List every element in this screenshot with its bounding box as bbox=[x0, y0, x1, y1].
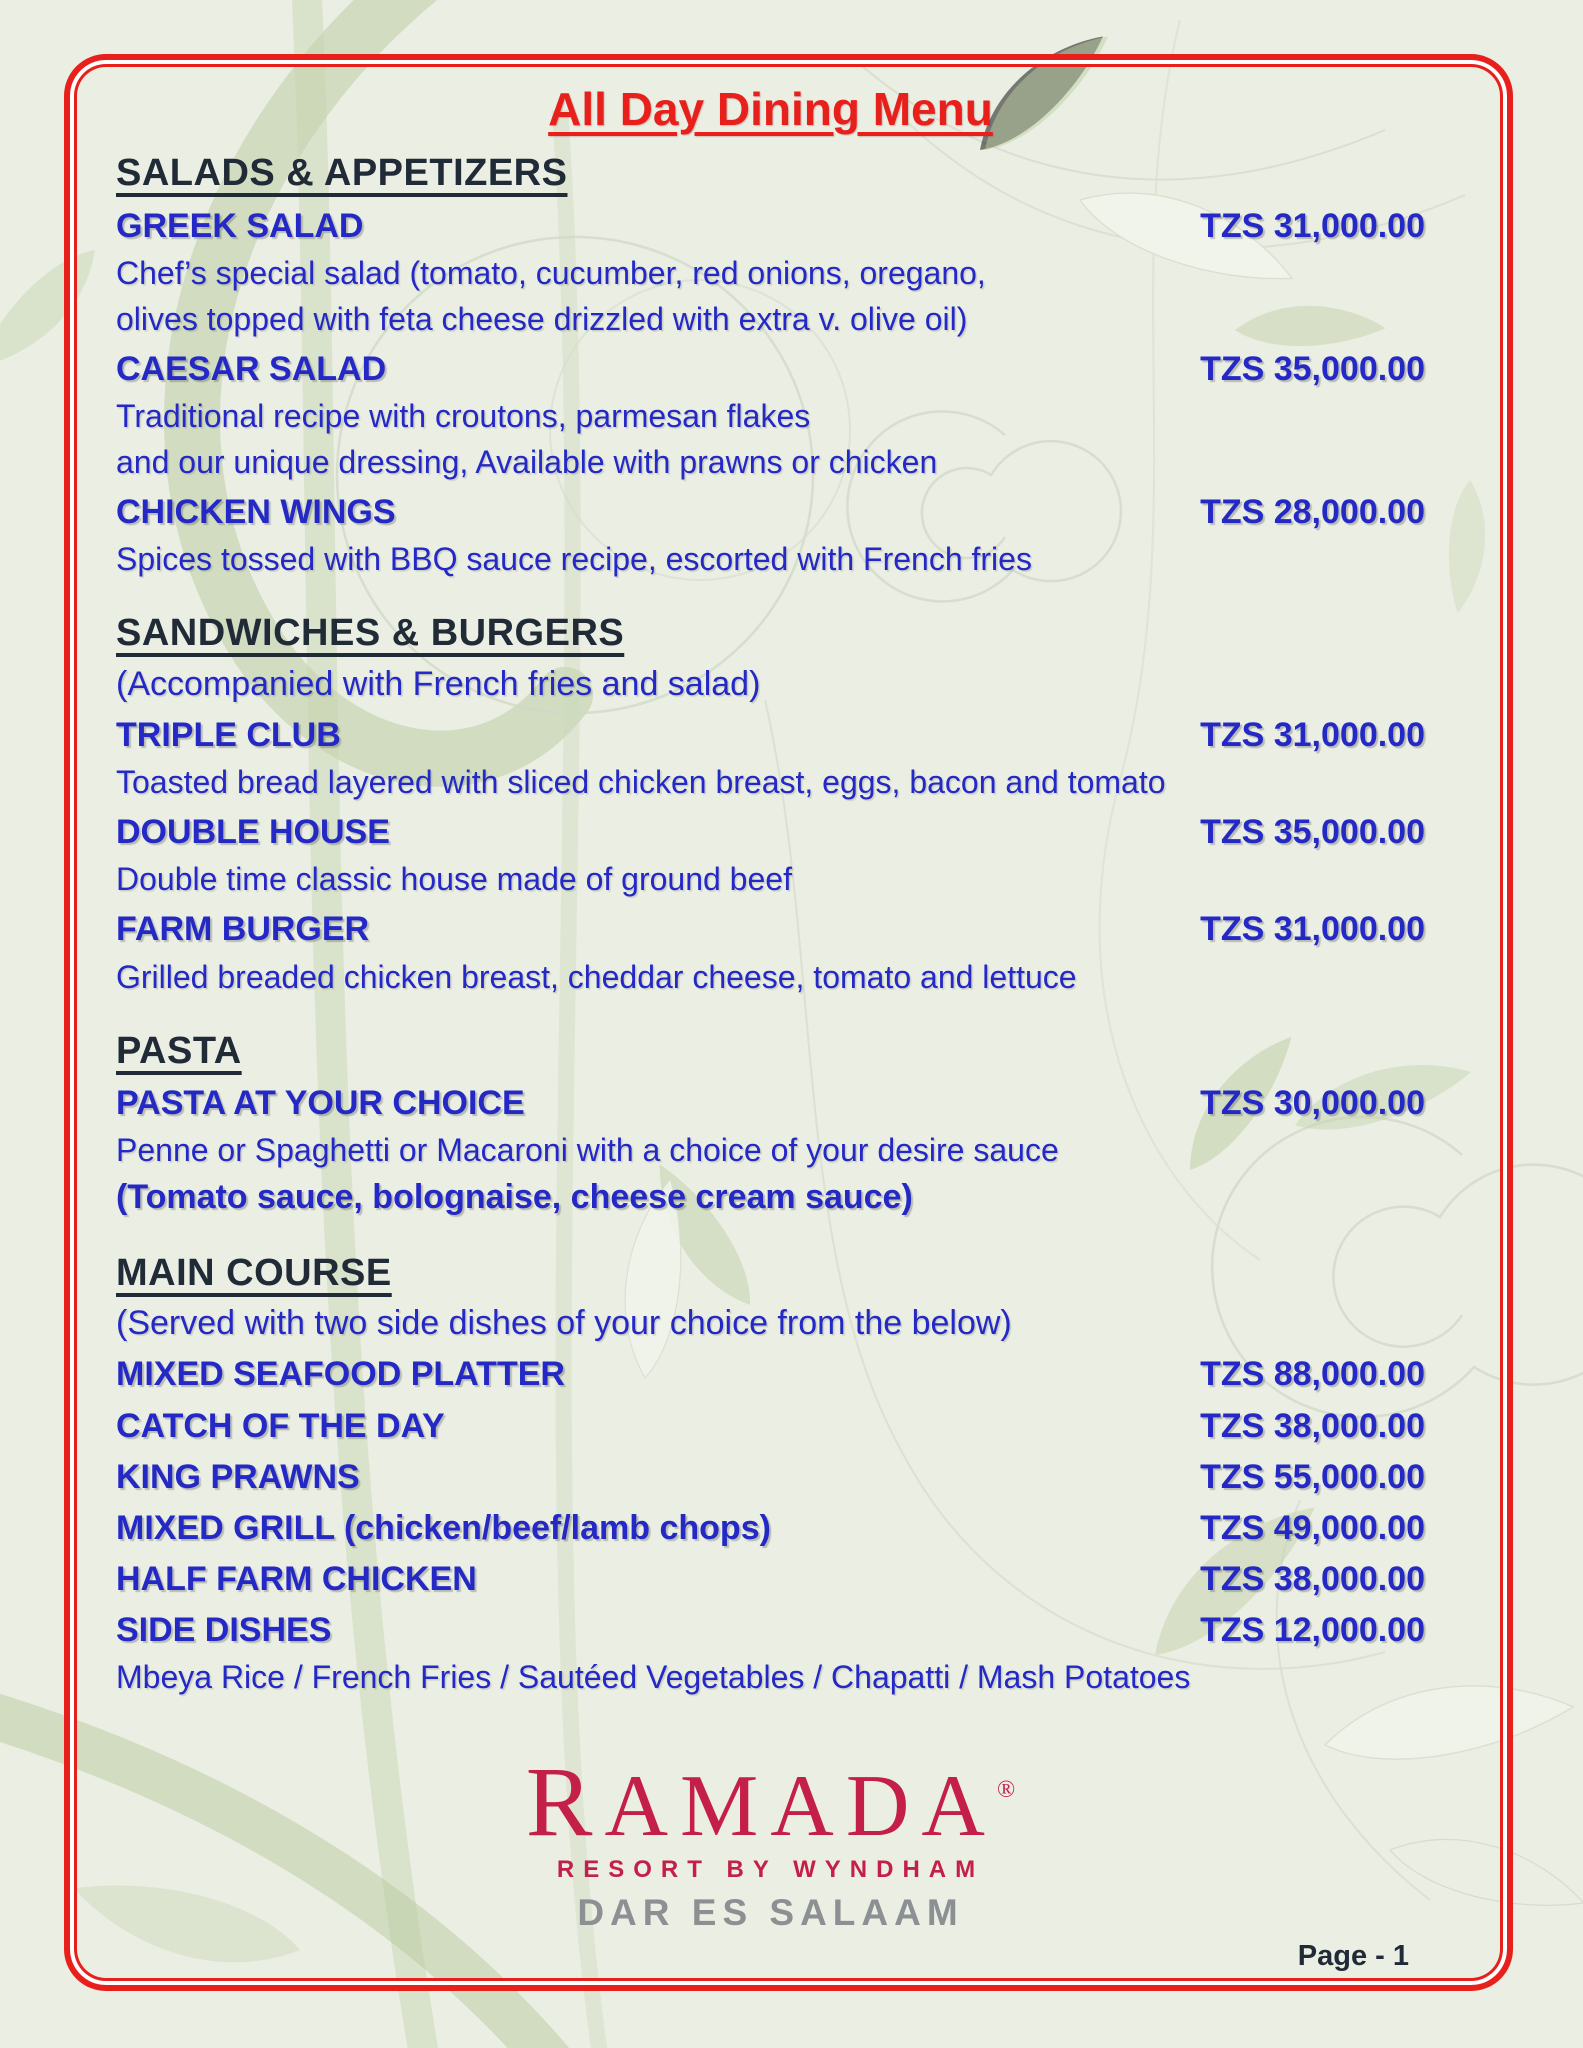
item-price: TZS 30,000.00 bbox=[1200, 1084, 1425, 1123]
item-description: Grilled breaded chicken breast, cheddar cheese, tomato and lettuce bbox=[116, 958, 1077, 995]
item-description: olives topped with feta cheese drizzled with extra v. olive oil) bbox=[116, 300, 968, 337]
item-price: TZS 12,000.00 bbox=[1200, 1610, 1425, 1649]
menu-item-row bbox=[116, 1509, 1425, 1548]
menu-section-sandwiches-burgers bbox=[116, 612, 1425, 995]
item-price: TZS 31,000.00 bbox=[1200, 910, 1425, 949]
page-number: Page - 1 bbox=[1297, 1940, 1409, 1972]
section-note: (Served with two side dishes of your choice from the below) bbox=[116, 1304, 1012, 1343]
ramada-logo-first-letter: R bbox=[525, 1746, 605, 1858]
logo-city: DAR ES SALAAM bbox=[577, 1892, 964, 1934]
menu-item-row bbox=[116, 350, 1425, 389]
item-name: CHICKEN WINGS bbox=[116, 493, 396, 532]
registered-trademark-icon: ® bbox=[996, 1777, 1016, 1804]
footer-logo-block bbox=[116, 1746, 1425, 1934]
item-name: PASTA AT YOUR CHOICE bbox=[116, 1084, 525, 1123]
item-price: TZS 31,000.00 bbox=[1200, 716, 1425, 755]
section-header-sandwiches-burgers bbox=[116, 612, 1425, 655]
section-header-text: SANDWICHES & BURGERS bbox=[116, 612, 625, 655]
item-price: TZS 88,000.00 bbox=[1200, 1355, 1425, 1394]
menu-item-row bbox=[116, 910, 1425, 949]
item-price: TZS 38,000.00 bbox=[1200, 1559, 1425, 1598]
item-name: MIXED GRILL (chicken/beef/lamb chops) bbox=[116, 1508, 771, 1547]
section-header-text: SALADS & APPETIZERS bbox=[116, 152, 568, 194]
menu-border-frame bbox=[64, 54, 1513, 1991]
ramada-logo bbox=[116, 1746, 1425, 1858]
item-name: GREEK SALAD bbox=[116, 206, 364, 245]
item-name: HALF FARM CHICKEN bbox=[116, 1559, 477, 1598]
section-header-pasta bbox=[116, 1030, 1425, 1073]
menu-item-row bbox=[116, 716, 1425, 755]
section-header-text: PASTA bbox=[116, 1029, 242, 1072]
page-title: All Day Dining Menu bbox=[548, 83, 993, 135]
menu-item-row bbox=[116, 493, 1425, 532]
item-price: TZS 38,000.00 bbox=[1200, 1406, 1425, 1445]
item-description: (Tomato sauce, bolognaise, cheese cream sauce) bbox=[116, 1178, 913, 1217]
menu-item-row bbox=[116, 1611, 1425, 1650]
item-name: TRIPLE CLUB bbox=[116, 716, 341, 755]
menu-item-row bbox=[116, 813, 1425, 852]
section-note: (Accompanied with French fries and salad) bbox=[116, 664, 761, 703]
item-price: TZS 35,000.00 bbox=[1200, 349, 1425, 388]
item-description: Mbeya Rice / French Fries / Sautéed Vegetables / Chapatti / Mash Potatoes bbox=[116, 1659, 1191, 1696]
item-description: and our unique dressing, Available with prawns or chicken bbox=[116, 444, 938, 481]
item-name: MIXED SEAFOOD PLATTER bbox=[116, 1355, 565, 1394]
menu-section-main-course bbox=[116, 1252, 1425, 1696]
item-price: TZS 49,000.00 bbox=[1200, 1508, 1425, 1547]
item-name: CAESAR SALAD bbox=[116, 349, 387, 388]
section-header-main-course bbox=[116, 1252, 1425, 1295]
menu-item-row bbox=[116, 1084, 1425, 1123]
menu-sections bbox=[116, 152, 1425, 1696]
item-description: Toasted bread layered with sliced chicken breast, eggs, bacon and tomato bbox=[116, 764, 1166, 801]
item-description: Spices tossed with BBQ sauce recipe, escorted with French fries bbox=[116, 541, 1032, 578]
menu-content bbox=[70, 60, 1507, 1985]
menu-section-salads-appetizers bbox=[116, 152, 1425, 578]
item-name: CATCH OF THE DAY bbox=[116, 1406, 445, 1445]
section-header-text: MAIN COURSE bbox=[116, 1251, 392, 1294]
item-description: Traditional recipe with croutons, parmesan flakes bbox=[116, 397, 811, 434]
item-description: Penne or Spaghetti or Macaroni with a choice of your desire sauce bbox=[116, 1132, 1059, 1169]
ramada-logo-rest: AMADA bbox=[604, 1758, 997, 1856]
logo-subtitle: RESORT BY WYNDHAM bbox=[556, 1856, 985, 1884]
item-price: TZS 31,000.00 bbox=[1200, 206, 1425, 245]
section-header-salads-appetizers bbox=[116, 152, 1425, 195]
item-price: TZS 55,000.00 bbox=[1200, 1457, 1425, 1496]
menu-item-row bbox=[116, 1355, 1425, 1394]
item-description: Chef’s special salad (tomato, cucumber, red onions, oregano, bbox=[116, 254, 986, 291]
item-description: Double time classic house made of ground beef bbox=[116, 861, 792, 898]
item-name: DOUBLE HOUSE bbox=[116, 813, 390, 852]
menu-item-row bbox=[116, 1560, 1425, 1599]
item-name: KING PRAWNS bbox=[116, 1457, 360, 1496]
item-name: FARM BURGER bbox=[116, 910, 370, 949]
item-price: TZS 28,000.00 bbox=[1200, 493, 1425, 532]
menu-item-row bbox=[116, 1407, 1425, 1446]
item-price: TZS 35,000.00 bbox=[1200, 813, 1425, 852]
menu-item-row bbox=[116, 1458, 1425, 1497]
menu-section-pasta bbox=[116, 1030, 1425, 1218]
item-name: SIDE DISHES bbox=[116, 1610, 332, 1649]
menu-item-row bbox=[116, 207, 1425, 246]
